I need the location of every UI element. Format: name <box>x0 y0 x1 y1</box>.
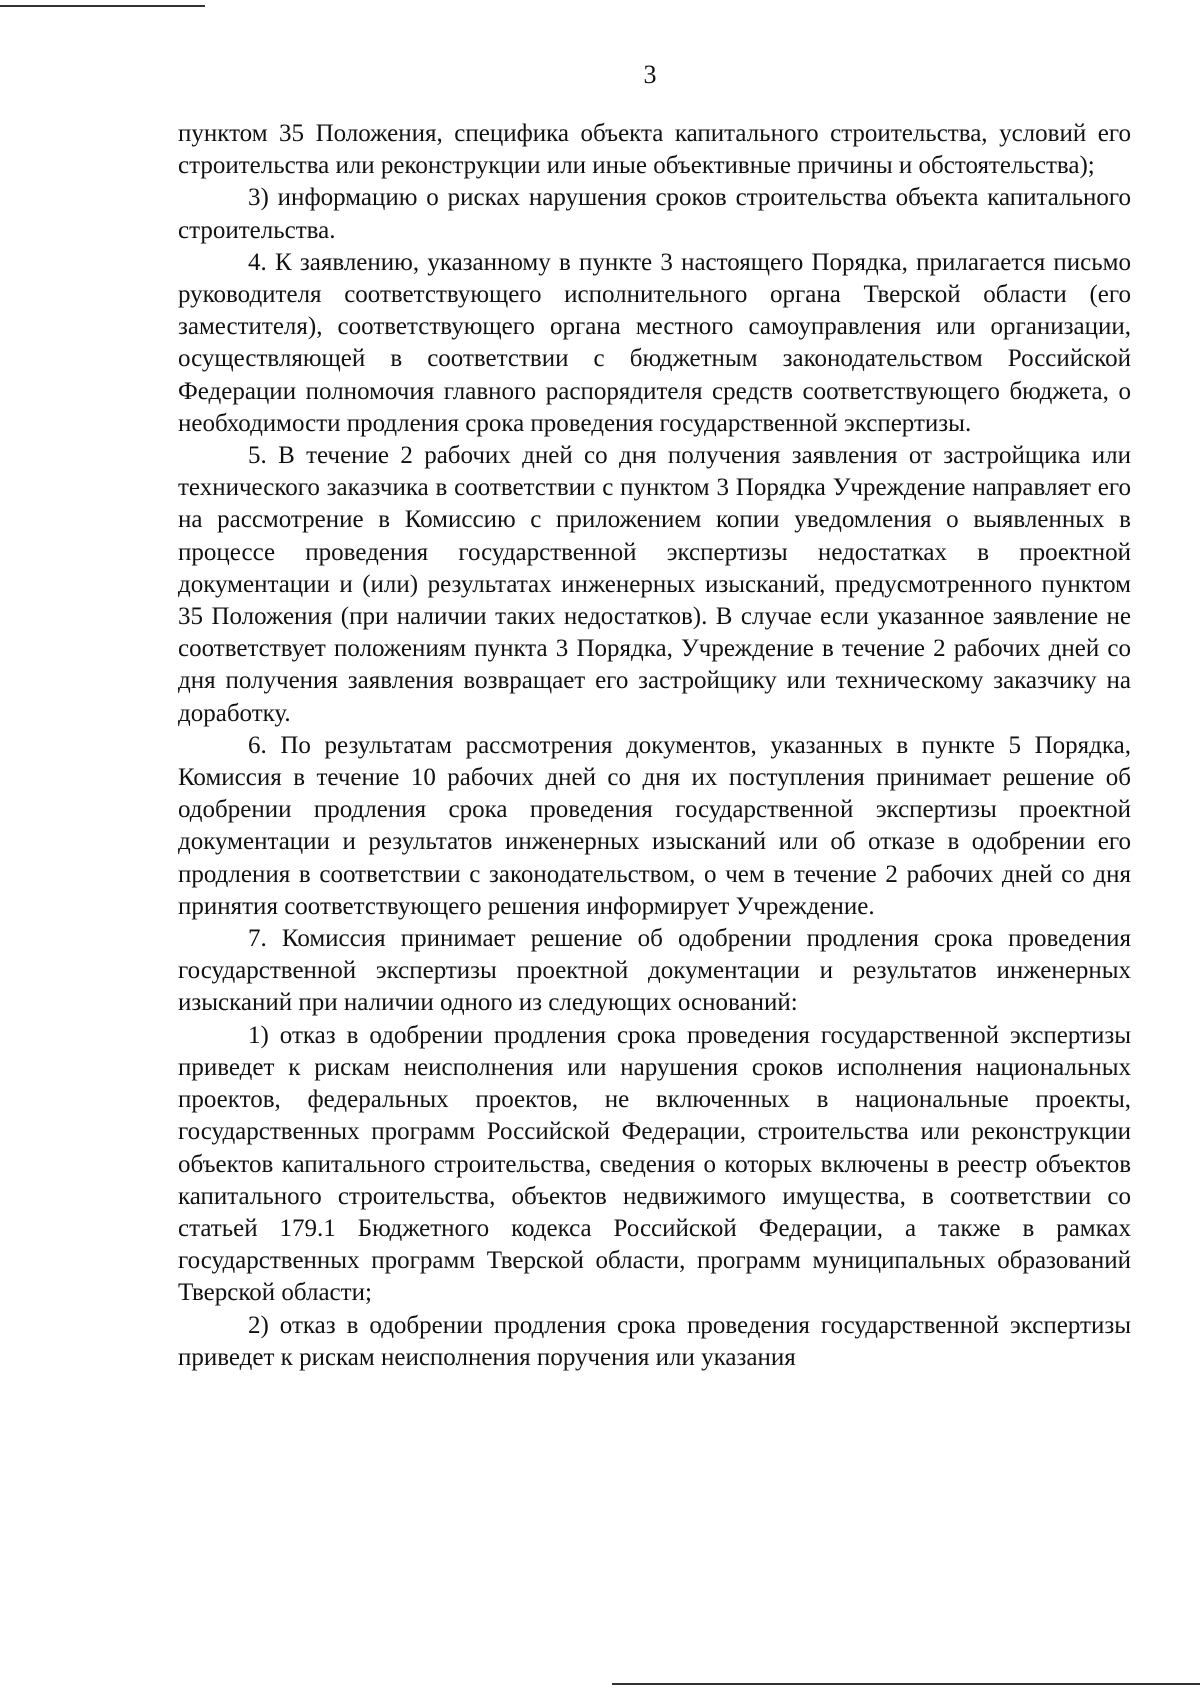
paragraph-4: 5. В течение 2 рабочих дней со дня получения заявления от застройщика или технического заказчика в соответствии с пунктом 3 Порядка Учреждение направляет его на рассмотрение в Комиссию с приложением копии уведомления о выявленных в процессе проведения государственной экспертизы недостатках в проектной документации и (или) результатах инженерных изысканий, предусмотренного пунктом 35 Положения (при наличии таких недостатков). В случае если указанное заявление не соответствует положениям пункта 3 Порядка, Учреждение в течение 2 рабочих дней со дня получения заявления возвращает его застройщику или техническому заказчику на доработку. <box>178 442 1131 727</box>
document-body <box>178 118 1131 1374</box>
top-rule <box>0 5 205 7</box>
paragraph-3: 4. К заявлению, указанному в пункте 3 настоящего Порядка, прилагается письмо руководителя соответствующего исполнительного органа Тверской области (его заместителя), соответствующего органа местного самоуправления или организации, осуществляющей в соответствии с бюджетным законодательством Российской Федерации полномочия главного распорядителя средств соответствующего бюджета, о необходимости продления срока проведения государственной экспертизы. <box>178 248 1131 437</box>
bottom-rule <box>612 1683 1200 1685</box>
paragraph-5: 6. По результатам рассмотрения документов, указанных в пункте 5 Порядка, Комиссия в течение 10 рабочих дней со дня их поступления принимает решение об одобрении продления срока проведения государственной экспертизы проектной документации и результатов инженерных изысканий или об отказе в одобрении его продления в соответствии с законодательством, о чем в течение 2 рабочих дней со дня принятия соответствующего решения информирует Учреждение. <box>178 731 1131 920</box>
page-number: 3 <box>643 60 657 89</box>
paragraph-2: 3) информацию о рисках нарушения сроков строительства объекта капитального строительства. <box>178 184 1131 244</box>
paragraph-1: пунктом 35 Положения, специфика объекта капитального строительства, условий его строительства или реконструкции или иные объективные причины и обстоятельства); <box>178 120 1131 180</box>
paragraph-7: 1) отказ в одобрении продления срока проведения государственной экспертизы приведет к рискам неисполнения или нарушения сроков исполнения национальных проектов, федеральных проектов, не включенных в национальные проекты, государственных программ Российской Федерации, строительства или реконструкции объектов капитального строительства, сведения о которых включены в реестр объектов капитального строительства, объектов недвижимого имущества, в соответствии со статьей 179.1 Бюджетного кодекса Российской Федерации, а также в рамках государственных программ Тверской области, программ муниципальных образований Тверской области; <box>178 1021 1131 1307</box>
paragraph-8: 2) отказ в одобрении продления срока проведения государственной экспертизы приведет к рискам неисполнения поручения или указания <box>178 1311 1131 1371</box>
paragraph-6: 7. Комиссия принимает решение об одобрении продления срока проведения государственной экспертизы проектной документации и результатов инженерных изысканий при наличии одного из следующих оснований: <box>178 925 1131 1017</box>
